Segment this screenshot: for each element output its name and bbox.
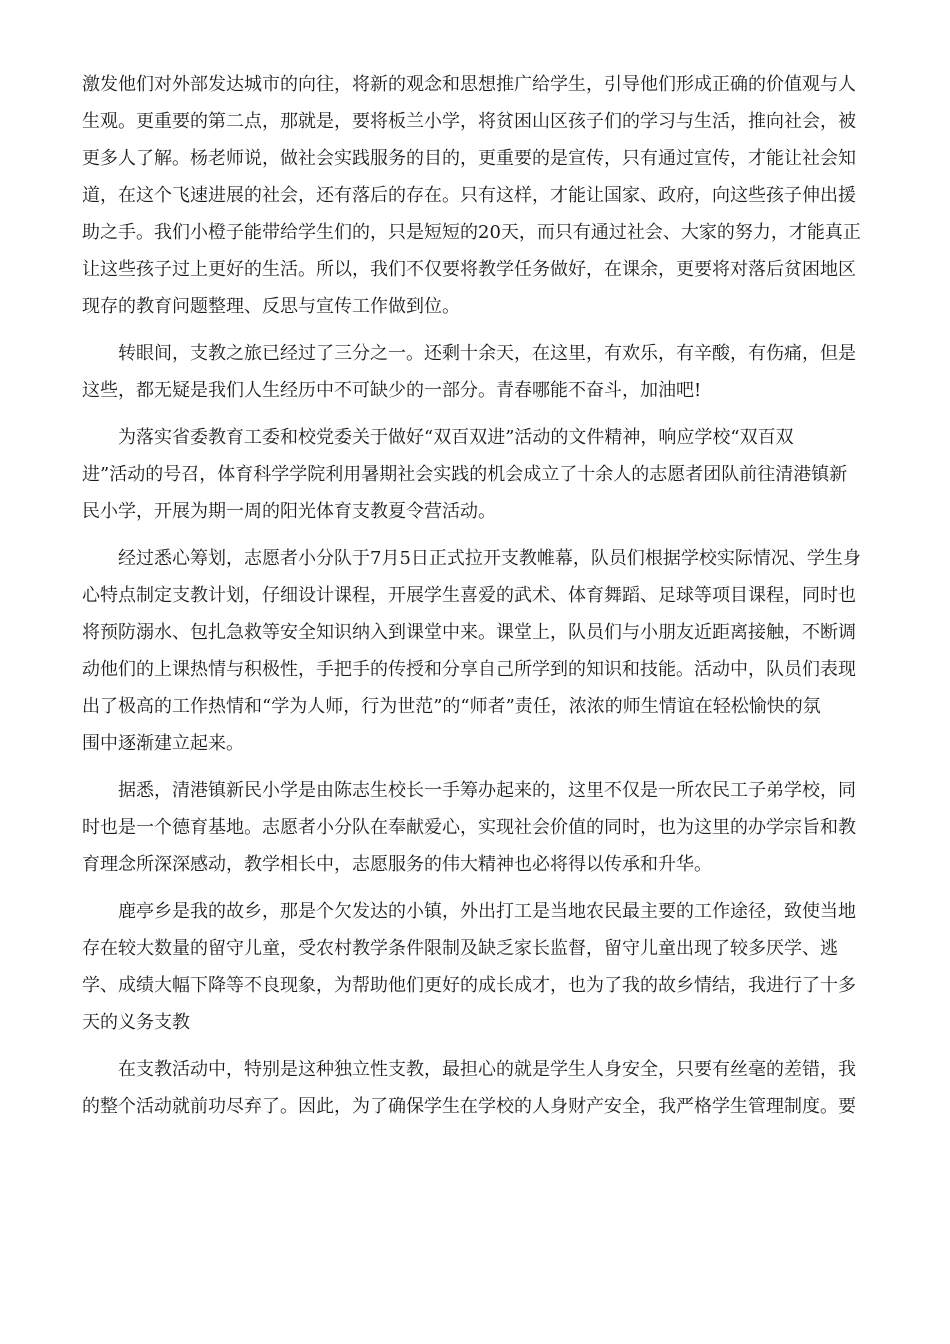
paragraph-4-line-1: 经过悉心筹划，志愿者小分队于7月5日正式拉开支教帷幕，队员们根据学校实际情况、学生身 [118,548,861,569]
paragraph-3-line-1: 为落实省委教育工委和校党委关于做好“双百双进”活动的文件精神，响应学校“双百双 [118,427,794,448]
paragraph-5-line-2: 时也是一个德育基地。志愿者小分队在奉献爱心，实现社会价值的同时，也为这里的办学宗旨和教 [82,817,856,838]
paragraph-7-line-1: 在支教活动中，特别是这种独立性支教，最担心的就是学生人身安全，只要有丝毫的差错，我 [118,1059,856,1080]
paragraph-7-line-2: 的整个活动就前功尽弃了。因此，为了确保学生在学校的人身财产安全，我严格学生管理制度。要 [82,1096,856,1117]
paragraph-1-line-2: 生观。更重要的第二点，那就是，要将板兰小学，将贫困山区孩子们的学习与生活，推向社会，被 [82,111,856,132]
paragraph-4-line-5: 出了极高的工作热情和“学为人师，行为世范”的“师者”责任，浓浓的师生情谊在轻松愉快的氛 [82,696,821,717]
paragraph-1-line-5: 助之手。我们小橙子能带给学生们的，只是短短的20天，而只有通过社会、大家的努力，才能真正 [82,222,861,243]
paragraph-1-line-4: 道，在这个飞速进展的社会，还有落后的存在。只有这样，才能让国家、政府，向这些孩子伸出援 [82,185,856,206]
paragraph-3-line-3: 民小学，开展为期一周的阳光体育支教夏令营活动。 [82,501,496,522]
paragraph-6-line-2: 存在较大数量的留守儿童，受农村教学条件限制及缺乏家长监督，留守儿童出现了较多厌学、逃 [82,938,838,959]
paragraph-4-line-2: 心特点制定支教计划，仔细设计课程，开展学生喜爱的武术、体育舞蹈、足球等项目课程，同时也 [82,585,856,606]
paragraph-1-line-7: 现存的教育问题整理、反思与宣传工作做到位。 [82,296,460,317]
paragraph-5-line-3: 育理念所深深感动，教学相长中，志愿服务的伟大精神也必将得以传承和升华。 [82,854,712,875]
paragraph-6-line-3: 学、成绩大幅下降等不良现象，为帮助他们更好的成长成才，也为了我的故乡情结，我进行了十多 [82,975,856,996]
paragraph-2-line-2: 这些，都无疑是我们人生经历中不可缺少的一部分。青春哪能不奋斗，加油吧! [82,380,702,401]
paragraph-5-line-1: 据悉，清港镇新民小学是由陈志生校长一手筹办起来的，这里不仅是一所农民工子弟学校，同 [118,780,856,801]
paragraph-2-line-1: 转眼间，支教之旅已经过了三分之一。还剩十余天，在这里，有欢乐，有辛酸，有伤痛，但是 [118,343,856,364]
paragraph-4-line-4: 动他们的上课热情与积极性，手把手的传授和分享自己所学到的知识和技能。活动中，队员们表现 [82,659,856,680]
paragraph-3-line-2: 进”活动的号召，体育科学学院利用暑期社会实践的机会成立了十余人的志愿者团队前往清港镇新 [82,464,848,485]
paragraph-4-line-3: 将预防溺水、包扎急救等安全知识纳入到课堂中来。课堂上，队员们与小朋友近距离接触，不断调 [82,622,856,643]
paragraph-6-line-4: 天的义务支教 [82,1012,190,1033]
paragraph-4-line-6: 围中逐渐建立起来。 [82,733,244,754]
paragraph-1-line-1: 激发他们对外部发达城市的向往，将新的观念和思想推广给学生，引导他们形成正确的价值观与人 [82,74,856,95]
paragraph-1-line-6: 让这些孩子过上更好的生活。所以，我们不仅要将教学任务做好，在课余，更要将对落后贫困地区 [82,259,856,280]
paragraph-6-line-1: 鹿亭乡是我的故乡，那是个欠发达的小镇，外出打工是当地农民最主要的工作途径，致使当地 [118,901,856,922]
paragraph-1-line-3: 更多人了解。杨老师说，做社会实践服务的目的，更重要的是宣传，只有通过宣传，才能让社会知 [82,148,856,169]
